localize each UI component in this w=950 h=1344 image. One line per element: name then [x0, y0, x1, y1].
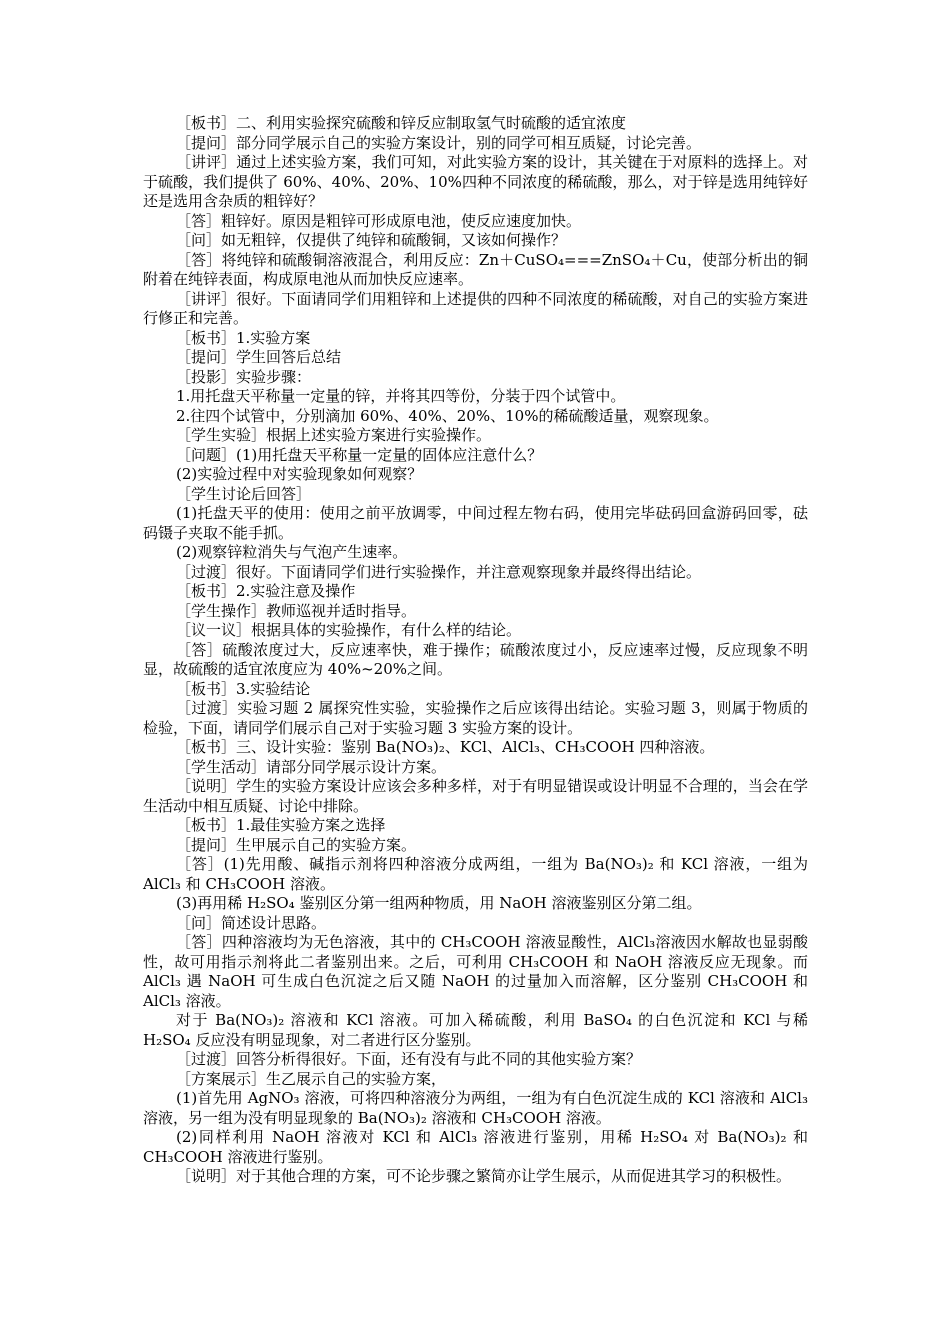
- paragraph: (2)同样利用 NaOH 溶液对 KCl 和 AlCl₃ 溶液进行鉴别，用稀 H₂SO₄ 对 Ba(NO₃)₂ 和 CH₃COOH 溶液进行鉴别。: [143, 1128, 808, 1166]
- paragraph: ［问］如无粗锌，仅提供了纯锌和硫酸铜，又该如何操作？: [176, 231, 567, 249]
- paragraph: ［学生实验］根据上述实验方案进行实验操作。: [176, 426, 492, 444]
- paragraph: ［说明］学生的实验方案设计应该会多种多样，对于有明显错误或设计明显不合理的，当会在学生活动中相互质疑、讨论中排除。: [143, 777, 808, 815]
- paragraph: ［过渡］实验习题 2 属探究性实验，实验操作之后应该得出结论。实验习题 3，则属于物质的检验，下面，请同学们展示自己对于实验习题 3 实验方案的设计。: [143, 699, 808, 737]
- paragraph: ［说明］对于其他合理的方案，可不论步骤之繁简亦让学生展示，从而促进其学习的积极性。: [176, 1167, 792, 1185]
- paragraph: ［板书］1.最佳实验方案之选择: [176, 816, 386, 834]
- paragraph: ［答］(1)先用酸、碱指示剂将四种溶液分成两组，一组为 Ba(NO₃)₂ 和 KCl 溶液，一组为 AlCl₃ 和 CH₃COOH 溶液。: [143, 855, 808, 893]
- paragraph: 2.往四个试管中，分别滴加 60%、40%、20%、10%的稀硫酸适量，观察现象。: [176, 406, 719, 425]
- paragraph: 1.用托盘天平称量一定量的锌，并将其四等份，分装于四个试管中。: [176, 387, 626, 405]
- paragraph: ［答］硫酸浓度过大，反应速率快，难于操作；硫酸浓度过小，反应速率过慢，反应现象不明显，故硫酸的适宜浓度应为 40%~20%之间。: [143, 640, 808, 678]
- paragraph: ［投影］实验步骤：: [176, 367, 312, 386]
- paragraph: ［议一议］根据具体的实验操作，有什么样的结论。: [176, 621, 522, 639]
- paragraph: ［讲评］通过上述实验方案，我们可知，对此实验方案的设计，其关键在于对原料的选择上。对于硫酸，我们提供了 60%、40%、20%、10%四种不同浓度的稀硫酸，那么，对于锌是选用纯锌好还是选用含杂质的粗锌好？: [143, 153, 808, 210]
- paragraph: ［讲评］很好。下面请同学们用粗锌和上述提供的四种不同浓度的稀硫酸，对自己的实验方案进行修正和完善。: [143, 289, 808, 327]
- paragraph: (1)首先用 AgNO₃ 溶液，可将四种溶液分为两组，一组为有白色沉淀生成的 KCl 溶液和 AlCl₃溶液，另一组为没有明显现象的 Ba(NO₃)₂ 溶液和 CH₃COOH 溶液。: [143, 1089, 808, 1127]
- paragraph: ［答］粗锌好。原因是粗锌可形成原电池，使反应速度加快。: [176, 211, 582, 230]
- paragraph: ［问题］(1)用托盘天平称量一定量的固体应注意什么？: [176, 445, 543, 464]
- paragraph: 对于 Ba(NO₃)₂ 溶液和 KCl 溶液。可加入稀硫酸，利用 BaSO₄ 的白色沉淀和 KCl 与稀 H₂SO₄ 反应没有明显现象，对二者进行区分鉴别。: [143, 1011, 808, 1049]
- paragraph: (2)观察锌粒消失与气泡产生速率。: [176, 543, 408, 561]
- paragraph: ［过渡］很好。下面请同学们进行实验操作，并注意观察现象并最终得出结论。: [176, 562, 702, 581]
- paragraph: ［板书］二、利用实验探究硫酸和锌反应制取氢气时硫酸的适宜浓度: [176, 114, 627, 132]
- paragraph: ［过渡］回答分析得很好。下面，还有没有与此不同的其他实验方案？: [176, 1050, 642, 1068]
- paragraph: ［答］将纯锌和硫酸铜溶液混合，利用反应：Zn＋CuSO₄===ZnSO₄＋Cu，使部分析出的铜附着在纯锌表面，构成原电池从而加快反应速率。: [143, 250, 808, 288]
- paragraph: ［问］简述设计思路。: [176, 913, 327, 932]
- paragraph: (1)托盘天平的使用：使用之前平放调零，中间过程左物右码，使用完毕砝码回盒游码回零，砝码镊子夹取不能手抓。: [143, 504, 808, 542]
- paragraph: (3)再用稀 H₂SO₄ 鉴别区分第一组两种物质，用 NaOH 溶液鉴别区分第二组。: [176, 894, 702, 912]
- paragraph: ［提问］部分同学展示自己的实验方案设计，别的同学可相互质疑，讨论完善。: [176, 133, 702, 152]
- paragraph: ［板书］三、设计实验：鉴别 Ba(NO₃)₂、KCl、AlCl₃、CH₃COOH 四种溶液。: [176, 738, 715, 756]
- paragraph: ［答］四种溶液均为无色溶液，其中的 CH₃COOH 溶液显酸性，AlCl₃溶液因水解故也显弱酸性，故可用指示剂将此二者鉴别出来。之后，可利用 CH₃COOH 和 NaOH 溶液反应无现象。而 AlCl₃ 遇 NaOH 可生成白色沉淀之后又随 NaOH 的过量加入而溶解，区分鉴别 CH₃COOH 和 AlCl₃ 溶液。: [143, 933, 808, 1010]
- document-body: [143, 114, 808, 1187]
- paragraph: ［板书］3.实验结论: [176, 679, 311, 698]
- document-page: [143, 114, 808, 1187]
- paragraph: ［学生活动］请部分同学展示设计方案。: [176, 757, 447, 776]
- paragraph: (2)实验过程中对实验现象如何观察？: [176, 465, 423, 483]
- paragraph: ［提问］生甲展示自己的实验方案。: [176, 835, 417, 854]
- paragraph: ［提问］学生回答后总结: [176, 348, 342, 366]
- paragraph: ［学生讨论后回答］: [176, 484, 312, 503]
- paragraph: ［方案展示］生乙展示自己的实验方案，: [176, 1069, 447, 1088]
- paragraph: ［板书］2.实验注意及操作: [176, 582, 356, 600]
- paragraph: ［板书］1.实验方案: [176, 328, 311, 347]
- paragraph: ［学生操作］教师巡视并适时指导。: [176, 601, 417, 620]
